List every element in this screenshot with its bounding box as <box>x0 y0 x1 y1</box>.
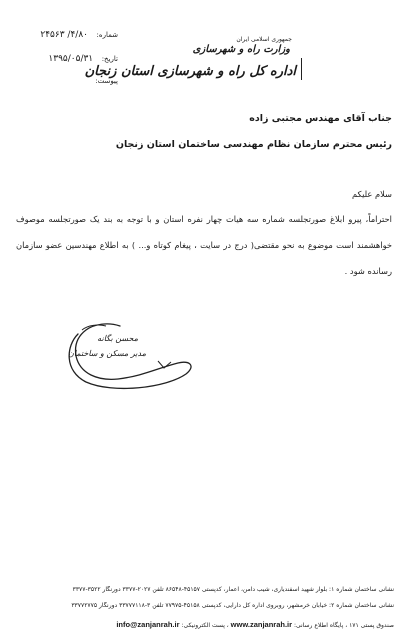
header-divider <box>301 58 303 80</box>
body-paragraph: احتراماً، پیرو ابلاغ صورتجلسه شماره سه هیات چهار نفره استان و با توجه به بند یک صورتجلسه موصوف خواهشمند است موضوع به نحو مقتضی( درج در سایت ، پیغام کوتاه و... ) به اطلاع مهندسین عضو سازمان رسانده شود . <box>16 214 392 276</box>
letter-attachment <box>8 76 118 85</box>
letter-number <box>8 30 118 40</box>
footer-address-2: نشانی ساختمان شماره ۲: خیابان خرمشهر، روبروی اداره کل دارایی، کدپستی ۴۵۱۵۸-۷۷۹۷۵ تلفن ۳-۳۳۷۷۷۱۱۸ دورنگار ۳۳۷۷۲۷۷۵ <box>71 602 394 609</box>
letter-attachment-label: پیوست: <box>95 77 118 85</box>
recipient-name: جناب آقای مهندس مجتبی زاده <box>249 113 392 124</box>
office-header: اداره کل راه و شهرسازی استان زنجان <box>84 64 296 79</box>
greeting: سلام علیکم <box>352 189 392 199</box>
recipient-title: رئیس محترم سازمان نظام مهندسی ساختمان استان زنجان <box>115 139 392 150</box>
letter-number-label: شماره: <box>96 31 118 39</box>
footer-contact <box>14 620 394 629</box>
ministry-header: وزارت راه و شهرسازی <box>192 44 290 55</box>
letter-date-label: تاریخ: <box>101 55 118 63</box>
footer-email[interactable]: info@zanjanrah.ir <box>116 620 180 629</box>
footer-website[interactable]: www.zanjanrah.ir <box>230 620 293 629</box>
signatory-title: مدیر مسکن و ساختمان <box>68 349 146 358</box>
footer-email-label: ، پست الکترونیکی: <box>181 622 229 629</box>
letter-number-value: ۴/۸۰/ ۲۴۵۶۳ <box>40 30 88 40</box>
letter-date <box>8 54 118 64</box>
signatory-name: محسن بگانه <box>97 334 138 343</box>
footer-pobox: صندوق پستی ۱۷۱ ، پایگاه اطلاع رسانی: <box>293 622 394 629</box>
country-header: جمهوری اسلامی ایران <box>236 36 292 43</box>
letter-date-value: ۱۳۹۵/۰۵/۳۱ <box>48 54 94 64</box>
footer-address-1: نشانی ساختمان شماره ۱: بلوار شهید اسفندیاری، شیب دامن، اعمار، کدپستی ۴۵۱۵۷-۸۶۵۴۸ تلفن ۲۰۲۷-۳۳۷۷ دورنگار ۳۵۲۲-۳۳۷۷ <box>72 586 394 593</box>
